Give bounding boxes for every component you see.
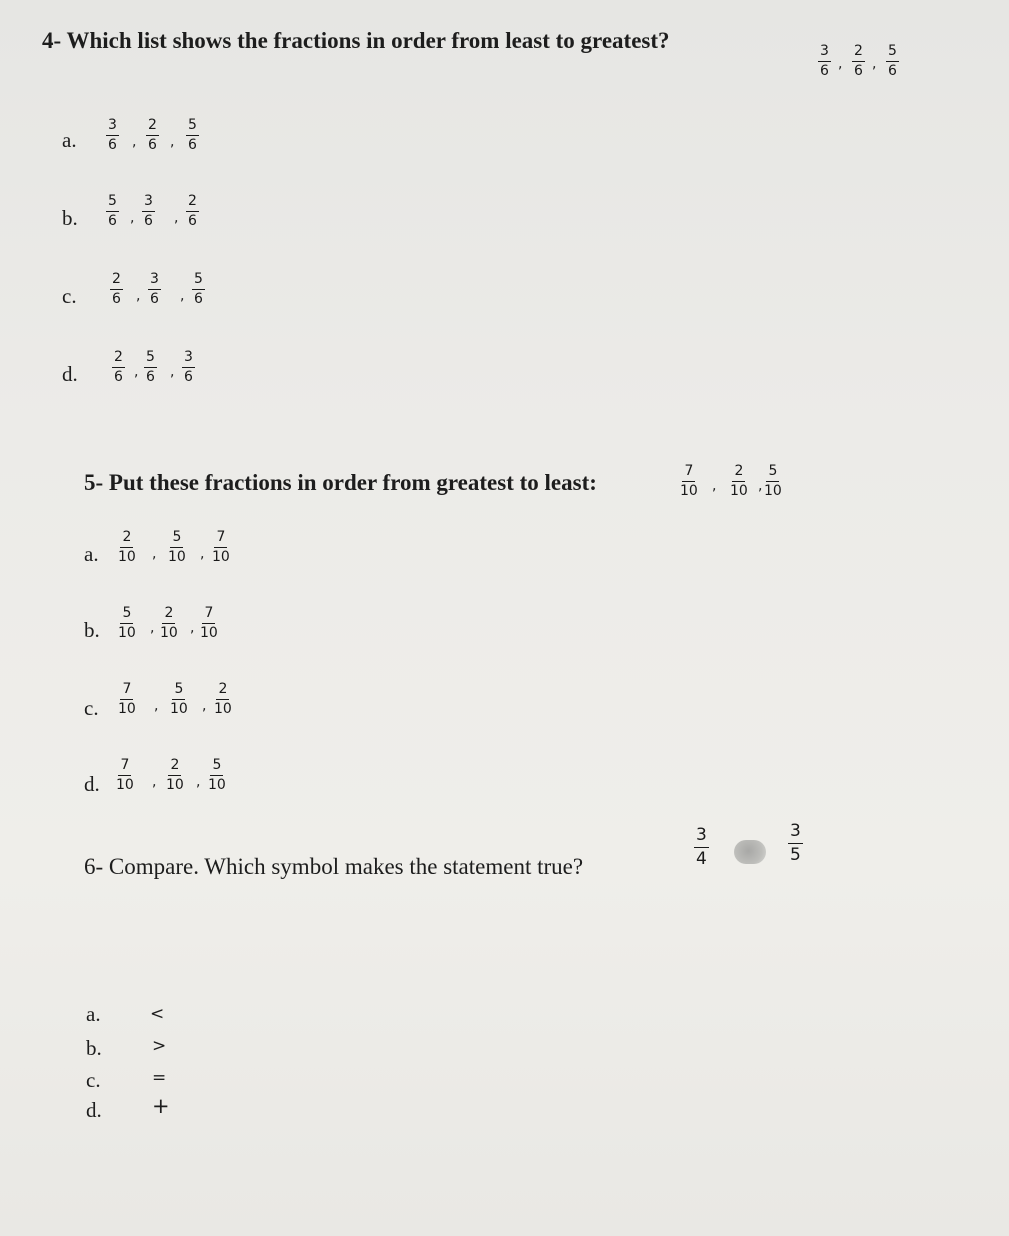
q6-left-fraction: $\frac{3}{4}$ [696, 825, 707, 869]
q5-option-d-fraction-1: $\frac{7}{10}$ [116, 757, 134, 794]
comma: , [190, 620, 195, 636]
q6-option-b-symbol: > [152, 1036, 167, 1056]
q4-option-b-fraction-1: $\frac{5}{6}$ [108, 193, 117, 230]
q4-option-c-fraction-1: $\frac{2}{6}$ [112, 271, 121, 308]
q6-option-d-letter[interactable]: d. [86, 1098, 102, 1122]
q4-option-a-fraction-1: $\frac{3}{6}$ [108, 117, 117, 154]
comma: , [712, 478, 717, 494]
q4-option-b-fraction-3: $\frac{2}{6}$ [188, 193, 197, 230]
q4-given-fraction-3: $\frac{5}{6}$ [888, 43, 897, 80]
comma: , [196, 774, 201, 790]
comma: , [170, 134, 175, 150]
comma: , [170, 364, 175, 380]
q6-right-fraction: $\frac{3}{5}$ [790, 821, 801, 865]
q5-option-a-fraction-3: $\frac{7}{10}$ [212, 529, 230, 566]
q5-option-b-letter[interactable]: b. [84, 618, 100, 642]
q5-option-b-fraction-2: $\frac{2}{10}$ [160, 605, 178, 642]
q5-option-a-letter[interactable]: a. [84, 542, 99, 566]
question-4-prompt: 4- Which list shows the fractions in order from least to greatest? [42, 28, 670, 53]
q5-option-a-fraction-1: $\frac{2}{10}$ [118, 529, 136, 566]
q5-given-fraction-1: $\frac{7}{10}$ [680, 463, 698, 500]
comma: , [174, 210, 179, 226]
q5-option-d-fraction-2: $\frac{2}{10}$ [166, 757, 184, 794]
q4-option-d-fraction-2: $\frac{5}{6}$ [146, 349, 155, 386]
q5-option-d-letter[interactable]: d. [84, 772, 100, 796]
q5-option-d-fraction-3: $\frac{5}{10}$ [208, 757, 226, 794]
q6-option-d-symbol: + [152, 1094, 170, 1118]
question-5-prompt: 5- Put these fractions in order from greatest to least: [84, 470, 597, 495]
comma: , [202, 698, 207, 714]
q4-given-fraction-2: $\frac{2}{6}$ [854, 43, 863, 80]
q6-option-c-symbol: = [152, 1068, 167, 1088]
q5-option-b-fraction-3: $\frac{7}{10}$ [200, 605, 218, 642]
q4-option-a-fraction-2: $\frac{2}{6}$ [148, 117, 157, 154]
q4-option-a-fraction-3: $\frac{5}{6}$ [188, 117, 197, 154]
comma: , [872, 56, 877, 72]
q5-option-c-letter[interactable]: c. [84, 696, 99, 720]
q4-option-c-letter[interactable]: c. [62, 284, 77, 308]
q6-option-a-symbol: < [150, 1004, 165, 1024]
comma: , [838, 56, 843, 72]
q5-option-c-fraction-3: $\frac{2}{10}$ [214, 681, 232, 718]
q4-option-b-letter[interactable]: b. [62, 206, 78, 230]
comparison-blank[interactable] [734, 840, 766, 864]
q4-option-b-fraction-2: $\frac{3}{6}$ [144, 193, 153, 230]
comma: , [130, 210, 135, 226]
q5-option-c-fraction-1: $\frac{7}{10}$ [118, 681, 136, 718]
comma: , [758, 478, 763, 494]
question-6-prompt: 6- Compare. Which symbol makes the statement true? [84, 854, 584, 879]
q6-option-a-letter[interactable]: a. [86, 1002, 101, 1026]
q4-option-d-fraction-3: $\frac{3}{6}$ [184, 349, 193, 386]
comma: , [150, 620, 155, 636]
q4-option-c-fraction-3: $\frac{5}{6}$ [194, 271, 203, 308]
q6-option-b-letter[interactable]: b. [86, 1036, 102, 1060]
q5-option-c-fraction-2: $\frac{5}{10}$ [170, 681, 188, 718]
q5-option-a-fraction-2: $\frac{5}{10}$ [168, 529, 186, 566]
q4-option-a-letter[interactable]: a. [62, 128, 77, 152]
q5-given-fraction-3: $\frac{5}{10}$ [764, 463, 782, 500]
comma: , [132, 134, 137, 150]
q4-given-fraction-1: $\frac{3}{6}$ [820, 43, 829, 80]
q5-given-fraction-2: $\frac{2}{10}$ [730, 463, 748, 500]
comma: , [152, 546, 157, 562]
comma: , [134, 364, 139, 380]
q5-option-b-fraction-1: $\frac{5}{10}$ [118, 605, 136, 642]
comma: , [152, 774, 157, 790]
comma: , [136, 288, 141, 304]
q4-option-c-fraction-2: $\frac{3}{6}$ [150, 271, 159, 308]
comma: , [154, 698, 159, 714]
comma: , [180, 288, 185, 304]
q4-option-d-fraction-1: $\frac{2}{6}$ [114, 349, 123, 386]
q4-option-d-letter[interactable]: d. [62, 362, 78, 386]
q6-option-c-letter[interactable]: c. [86, 1068, 101, 1092]
comma: , [200, 546, 205, 562]
